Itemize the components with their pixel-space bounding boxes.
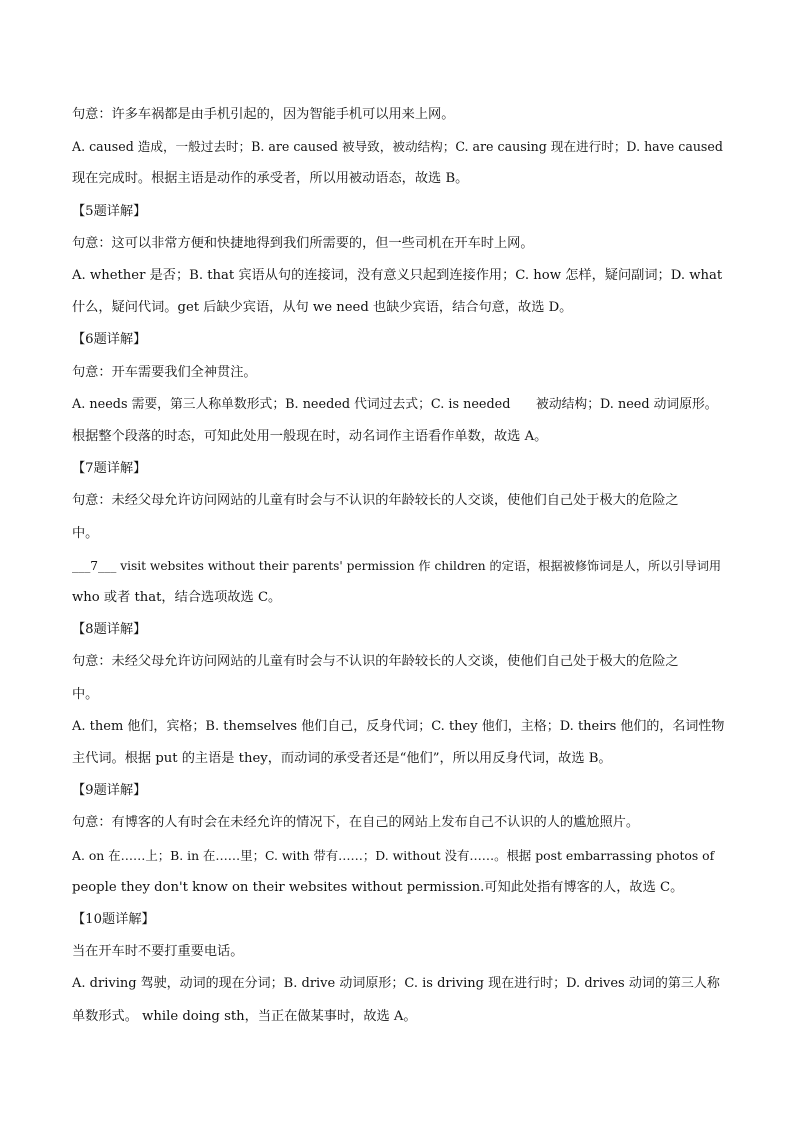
section-heading: 【7题详解】 — [72, 461, 147, 477]
text-line: 当在开车时不要打重要电话。 — [72, 944, 244, 960]
document-body — [72, 99, 725, 1033]
text-line: 句意：开车需要我们全神贯注。 — [72, 364, 257, 380]
text-line: 现在完成时。根据主语是动作的承受者，所以用被动语态，故选 B。 — [72, 171, 469, 187]
section-heading: 【10题详解】 — [72, 912, 155, 928]
text-line: ___7___ visit websites without their parents' permission 作 children 的定语，根据被修饰词是人，所以引导词用 — [72, 558, 722, 573]
text-line: 句意：这可以非常方便和快捷地得到我们所需要的，但一些司机在开车时上网。 — [72, 235, 534, 251]
text-line: 什么，疑问代词。get 后缺少宾语，从句 we need 也缺少宾语，结合句意，故选 D。 — [72, 300, 573, 316]
section-heading: 【8题详解】 — [72, 622, 147, 638]
text-line: 句意：有博客的人有时会在未经允许的情况下，在自己的网站上发布自己不认识的人的尴尬照片。 — [72, 815, 640, 831]
text-line: 根据整个段落的时态，可知此处用一般现在时，动名词作主语看作单数，故选 A。 — [72, 429, 548, 445]
text-line: 主代词。根据 put 的主语是 they，而动词的承受者还是“他们”，所以用反身代词，故选 B。 — [72, 751, 612, 767]
text-line: A. driving 驾驶，动词的现在分词；B. drive 动词原形；C. is driving 现在进行时；D. drives 动词的第三人称 — [72, 976, 720, 992]
text-line: 句意：未经父母允许访问网站的儿童有时会与不认识的年龄较长的人交谈，使他们自己处于极大的危险之 — [72, 493, 679, 509]
text-line: A. needs 需要，第三人称单数形式；B. needed 代词过去式；C. is needed 被动结构；D. need 动词原形。 — [72, 396, 718, 412]
section-heading: 【6题详解】 — [72, 332, 147, 348]
text-line: people they don't know on their websites without permission.可知此处指有博客的人，故选 C。 — [72, 879, 684, 895]
section-heading: 【5题详解】 — [72, 203, 147, 219]
text-line: 中。 — [72, 525, 99, 541]
text-line: A. caused 造成，一般过去时；B. are caused 被导致，被动结构；C. are causing 现在进行时；D. have caused — [72, 139, 723, 155]
text-line: 句意：未经父母允许访问网站的儿童有时会与不认识的年龄较长的人交谈，使他们自己处于极大的危险之 — [72, 654, 679, 670]
text-line: 句意：许多车祸都是由手机引起的，因为智能手机可以用来上网。 — [72, 107, 455, 122]
text-line: A. them 他们，宾格；B. themselves 他们自己，反身代词；C. they 他们，主格；D. theirs 他们的，名词性物 — [72, 718, 725, 734]
section-heading: 【9题详解】 — [72, 783, 147, 799]
text-line: who 或者 that，结合选项故选 C。 — [72, 590, 282, 606]
text-line: A. on 在……上；B. in 在……里；C. with 带有……；D. without 没有……。根据 post embarrassing photos of — [72, 847, 715, 863]
text-line: 单数形式。 while doing sth，当正在做某事时，故选 A。 — [72, 1008, 417, 1024]
text-line: A. whether 是否；B. that 宾语从句的连接词，没有意义只起到连接作用；C. how 怎样，疑问副词；D. what — [72, 268, 723, 284]
text-line: 中。 — [72, 686, 99, 702]
